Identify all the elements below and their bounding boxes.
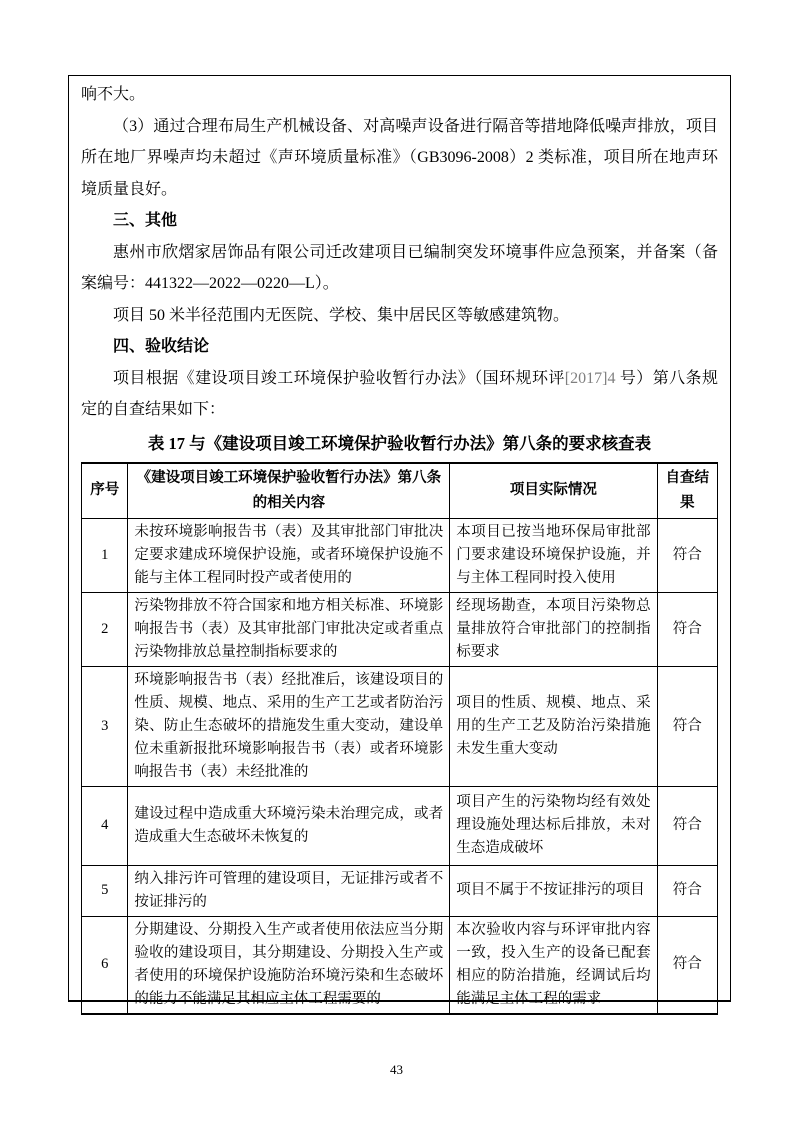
acceptance-check-table	[81, 462, 718, 1015]
header-cell-result: 自查结果	[657, 463, 717, 519]
cell-actual: 项目不属于不按证排污的项目	[450, 865, 657, 916]
cell-no: 6	[82, 916, 128, 1014]
cell-result: 符合	[657, 518, 717, 592]
cell-result: 符合	[657, 666, 717, 786]
cell-requirement: 未按环境影响报告书（表）及其审批部门审批决定要求建成环境保护设施，或者环境保护设施不能与主体工程同时投产或者使用的	[128, 518, 450, 592]
header-cell-requirement: 《建设项目竣工环境保护验收暂行办法》第八条的相关内容	[128, 463, 450, 519]
content-frame	[68, 75, 731, 1007]
cell-actual: 经现场勘查，本项目污染物总量排放符合审批部门的控制指标要求	[450, 592, 657, 666]
table-header-row	[82, 463, 718, 519]
cell-no: 1	[82, 518, 128, 592]
document-reference-number: [2017]4	[564, 369, 616, 387]
section-heading-other: 三、其他	[113, 212, 178, 229]
check-basis-text-tail: 号）第八条规定的自查结果如下：	[81, 369, 718, 418]
table-caption: 表 17 与《建设项目竣工环境保护验收暂行办法》第八条的要求核查表	[147, 433, 652, 453]
cell-no: 3	[82, 666, 128, 786]
cell-result: 符合	[657, 786, 717, 865]
paragraph-emergency-plan: 惠州市欣熠家居饰品有限公司迁改建项目已编制突发环境事件应急预案，并备案（备案编号：441322—2022—0220—L）。	[81, 243, 718, 292]
cell-no: 5	[82, 865, 128, 916]
header-cell-no: 序号	[82, 463, 128, 519]
paragraph-noise-item3: （3）通过合理布局生产机械设备、对高噪声设备进行隔音等措地降低噪声排放，项目所在地厂界噪声均未超过《声环境质量标准》（GB3096-2008）2 类标准，项目所在地声环境质量良好。	[81, 117, 718, 198]
section-heading-conclusion: 四、验收结论	[113, 338, 210, 355]
cell-no: 4	[82, 786, 128, 865]
header-cell-actual: 项目实际情况	[450, 463, 657, 519]
cell-no: 2	[82, 592, 128, 666]
cell-actual: 本次验收内容与环评审批内容一致，投入生产的设备已配套相应的防治措施，经调试后均能满足主体工程的需求	[450, 916, 657, 1014]
paragraph-noise-tail: 响不大。	[81, 86, 146, 103]
check-basis-text: 项目根据《建设项目竣工环境保护验收暂行办法》（国环规环评	[113, 369, 565, 387]
cell-actual: 项目产生的污染物均经有效处理设施处理达标后排放，未对生态造成破坏	[450, 786, 657, 865]
cell-requirement: 分期建设、分期投入生产或者使用依法应当分期验收的建设项目，其分期建设、分期投入生产或者使用的环境保护设施防治环境污染和生态破坏的能力不能满足其相应主体工程需要的	[128, 916, 450, 1014]
paragraph-check-basis	[81, 363, 718, 426]
table-row	[82, 592, 718, 666]
table-row	[82, 666, 718, 786]
cell-actual: 本项目已按当地环保局审批部门要求建设环境保护设施，并与主体工程同时投入使用	[450, 518, 657, 592]
cell-actual: 项目的性质、规模、地点、采用的生产工艺及防治污染措施未发生重大变动	[450, 666, 657, 786]
table-row	[82, 518, 718, 592]
cell-requirement: 污染物排放不符合国家和地方相关标准、环境影响报告书（表）及其审批部门审批决定或者重点污染物排放总量控制指标要求的	[128, 592, 450, 666]
table-row	[82, 916, 718, 1014]
page-number: 43	[390, 1062, 403, 1077]
cell-result: 符合	[657, 592, 717, 666]
paragraph-sensitive-buildings: 项目 50 米半径范围内无医院、学校、集中居民区等敏感建筑物。	[113, 306, 570, 324]
cell-result: 符合	[657, 916, 717, 1014]
table-row	[82, 865, 718, 916]
table-row	[82, 786, 718, 865]
cell-requirement: 建设过程中造成重大环境污染未治理完成，或者造成重大生态破坏未恢复的	[128, 786, 450, 865]
cell-requirement: 纳入排污许可管理的建设项目，无证排污或者不按证排污的	[128, 865, 450, 916]
cell-requirement: 环境影响报告书（表）经批准后，该建设项目的性质、规模、地点、采用的生产工艺或者防治污染、防止生态破坏的措施发生重大变动，建设单位未重新报批环境影响报告书（表）或者环境影响报告书（表）未经批准的	[128, 666, 450, 786]
cell-result: 符合	[657, 865, 717, 916]
